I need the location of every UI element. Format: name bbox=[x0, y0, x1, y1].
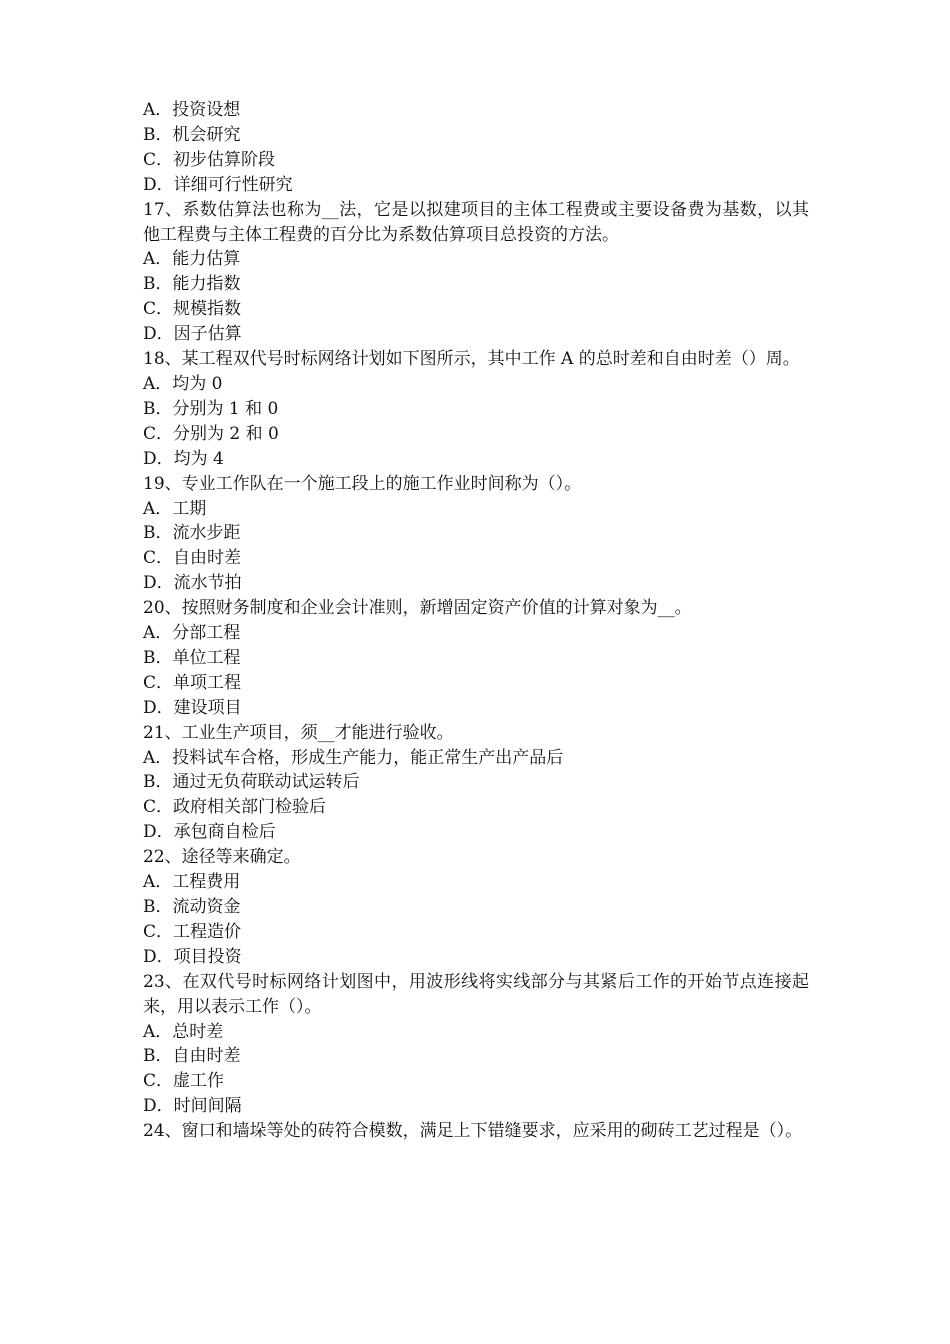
option-line: A．投料试车合格，形成生产能力，能正常生产出产品后 bbox=[143, 747, 564, 768]
option-line: D．建设项目 bbox=[143, 697, 242, 718]
option-line: A．均为 0 bbox=[143, 373, 223, 394]
option-line: B．自由时差 bbox=[143, 1046, 241, 1067]
option-line: B．通过无负荷联动试运转后 bbox=[143, 772, 360, 793]
option-line: B．流动资金 bbox=[143, 897, 241, 917]
question-text: 20、按照财务制度和企业会计准则，新增固定资产价值的计算对象为__。 bbox=[143, 598, 692, 619]
option-line: B．能力指数 bbox=[143, 274, 241, 295]
question-text: 18、某工程双代号时标网络计划如下图所示，其中工作 A 的总时差和自由时差（）周。 bbox=[143, 349, 800, 370]
option-line: C．单项工程 bbox=[143, 672, 242, 693]
document-page bbox=[143, 98, 809, 1144]
question-text: 21、工业生产项目，须__才能进行验收。 bbox=[143, 722, 454, 743]
question-text: 24、窗口和墙垛等处的砖符合模数，满足上下错缝要求，应采用的砌砖工艺过程是（）。 bbox=[143, 1121, 803, 1142]
question-text: 17、系数估算法也称为__法，它是以拟建项目的主体工程费或主要设备费为基数，以其他工程费与主体工程费的百分比为系数估算项目总投资的方法。 bbox=[143, 199, 809, 245]
option-line: C．规模指数 bbox=[143, 299, 242, 320]
option-line: C．自由时差 bbox=[143, 548, 242, 569]
question-text: 23、在双代号时标网络计划图中，用波形线将实线部分与其紧后工作的开始节点连接起来，用以表示工作（）。 bbox=[143, 971, 809, 1017]
option-line: D．均为 4 bbox=[143, 448, 224, 469]
option-line: A．能力估算 bbox=[143, 249, 241, 270]
option-line: D．流水节拍 bbox=[143, 573, 242, 594]
question-text: 19、专业工作队在一个施工段上的施工作业时间称为（）。 bbox=[143, 473, 582, 494]
option-line: B．分别为 1 和 0 bbox=[143, 398, 279, 419]
option-line: D．项目投资 bbox=[143, 946, 242, 967]
option-line: B．流水步距 bbox=[143, 523, 241, 544]
question-text: 22、途径等来确定。 bbox=[143, 847, 301, 868]
option-line: C．政府相关部门检验后 bbox=[143, 797, 327, 818]
option-line: D．承包商自检后 bbox=[143, 822, 276, 843]
option-line: D．时间间隔 bbox=[143, 1096, 242, 1117]
option-line: C．分别为 2 和 0 bbox=[143, 423, 279, 444]
option-line: A．分部工程 bbox=[143, 623, 241, 644]
option-line: D．因子估算 bbox=[143, 324, 242, 345]
option-line: C．工程造价 bbox=[143, 921, 242, 942]
option-line: A．总时差 bbox=[143, 1021, 224, 1042]
option-line: B．机会研究 bbox=[143, 124, 241, 145]
option-line: D．详细可行性研究 bbox=[143, 174, 293, 195]
option-line: C．虚工作 bbox=[143, 1071, 225, 1092]
option-line: B．单位工程 bbox=[143, 647, 241, 668]
option-line: A．工程费用 bbox=[143, 872, 241, 893]
option-line: A．工期 bbox=[143, 498, 207, 519]
option-line: A．投资设想 bbox=[143, 100, 241, 120]
option-line: C．初步估算阶段 bbox=[143, 149, 276, 170]
